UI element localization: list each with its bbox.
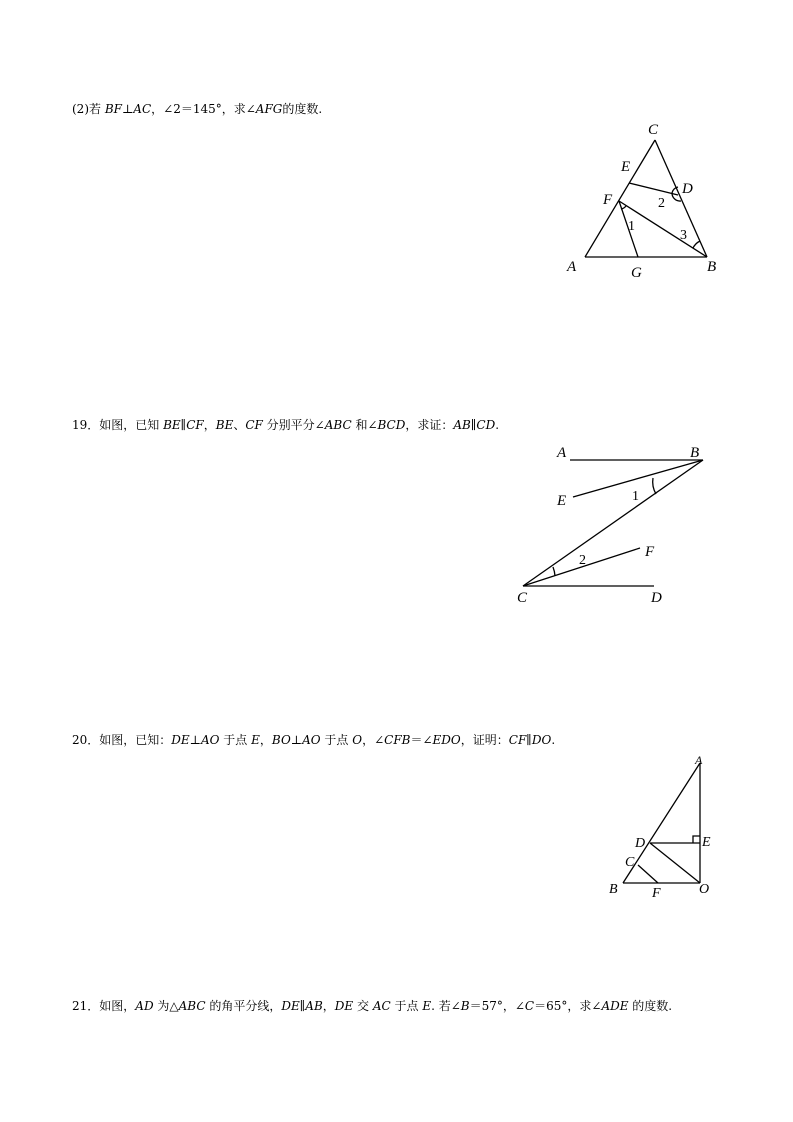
label-e: E xyxy=(702,835,711,850)
segment-ab xyxy=(623,763,700,883)
label-b: B xyxy=(690,445,700,461)
question-18-2 xyxy=(72,100,322,117)
label-c: C xyxy=(625,855,635,870)
label-angle-2: 2 xyxy=(658,196,665,211)
q20-text-0: 20．如图，已知： xyxy=(72,733,172,747)
q21-text-18: ＝65°，求∠ xyxy=(534,999,602,1013)
q21-text-11: AC xyxy=(372,999,391,1013)
question-21 xyxy=(72,997,672,1014)
figure-right-triangle-abo xyxy=(600,745,730,905)
q20-text-5: E xyxy=(251,733,260,747)
q21-text-10: 交 xyxy=(353,999,373,1013)
label-g: G xyxy=(631,265,642,281)
figure-parallel-lines-labels xyxy=(510,438,700,608)
label-c: C xyxy=(517,590,528,606)
q19-text-3: CF xyxy=(186,418,204,432)
q20-text-9: AO xyxy=(302,733,321,747)
q21-text-7: AB xyxy=(305,999,323,1013)
label-b: B xyxy=(609,882,618,897)
q19-text-16: . xyxy=(495,418,500,432)
q21-text-3: ABC xyxy=(178,999,206,1013)
q20-text-1: DE xyxy=(171,733,190,747)
q21-text-6: ∥ xyxy=(299,999,306,1013)
q21-text-9: DE xyxy=(334,999,354,1013)
right-angle-mark-e xyxy=(693,836,700,843)
q18-2-text-0: (2)若 xyxy=(72,102,105,116)
q21-text-17: C xyxy=(524,999,535,1013)
q18-2-text-3: AC xyxy=(133,102,152,116)
q20-text-15: EDO xyxy=(432,733,461,747)
q19-text-12: ，求证： xyxy=(405,418,454,432)
figure-triangle-abc xyxy=(560,115,730,285)
label-f: F xyxy=(603,192,613,208)
segment-ed xyxy=(629,183,678,195)
question-20 xyxy=(72,731,555,748)
q21-text-0: 21．如图， xyxy=(72,999,136,1013)
q20-text-10: 于点 xyxy=(320,733,353,747)
q20-text-2: ⊥ xyxy=(189,733,201,747)
label-d: D xyxy=(682,181,693,197)
q19-text-13: AB xyxy=(453,418,471,432)
q20-text-14: ＝∠ xyxy=(410,733,433,747)
q20-text-4: 于点 xyxy=(219,733,252,747)
q19-text-10: 和∠ xyxy=(351,418,378,432)
q19-text-5: BE xyxy=(215,418,234,432)
q20-text-16: ，证明： xyxy=(460,733,509,747)
segment-cf xyxy=(638,865,658,883)
q20-text-11: O xyxy=(352,733,363,747)
q18-2-text-2: ⊥ xyxy=(121,102,134,116)
label-angle-1: 1 xyxy=(632,489,639,504)
q20-text-6: ， xyxy=(259,733,272,747)
label-f: F xyxy=(645,544,655,560)
q21-text-19: ADE xyxy=(601,999,629,1013)
q19-text-14: ∥ xyxy=(470,418,477,432)
q19-text-2: ∥ xyxy=(180,418,187,432)
q20-text-7: BO xyxy=(271,733,291,747)
label-d: D xyxy=(635,836,646,851)
q18-2-text-5: AFG xyxy=(255,102,283,116)
segment-do xyxy=(650,843,700,883)
q21-text-20: 的度数. xyxy=(628,999,673,1013)
q20-text-18: ∥ xyxy=(526,733,532,747)
q20-text-20: . xyxy=(551,733,556,747)
q21-text-8: ， xyxy=(322,999,335,1013)
label-f: F xyxy=(652,886,661,901)
label-o: O xyxy=(699,882,710,897)
q21-text-2: 为△ xyxy=(153,999,179,1013)
q19-text-8: 分别平分∠ xyxy=(262,418,325,432)
q19-text-0: 19．如图，已知 xyxy=(72,418,164,432)
q18-2-text-4: ，∠2＝145°，求∠ xyxy=(151,102,256,116)
q21-text-5: DE xyxy=(281,999,300,1013)
q20-text-3: AO xyxy=(200,733,220,747)
q19-text-6: 、 xyxy=(233,418,246,432)
label-a: A xyxy=(695,753,703,767)
q21-text-15: B xyxy=(460,999,470,1013)
q21-text-4: 的角平分线， xyxy=(205,999,282,1013)
label-angle-1: 1 xyxy=(628,219,635,234)
label-a: A xyxy=(567,259,577,275)
q19-text-7: CF xyxy=(245,418,263,432)
label-angle-2: 2 xyxy=(579,553,586,568)
label-e: E xyxy=(557,493,567,509)
q18-2-text-1: BF xyxy=(104,102,122,116)
q19-text-15: CD xyxy=(476,418,496,432)
q21-text-16: ＝57°，∠ xyxy=(469,999,525,1013)
q19-text-1: BE xyxy=(163,418,181,432)
q21-text-14: . 若∠ xyxy=(431,999,461,1013)
q21-text-13: E xyxy=(422,999,432,1013)
angle-3-arc xyxy=(693,241,700,248)
segment-ac xyxy=(585,140,655,257)
q20-text-13: CFB xyxy=(384,733,411,747)
q18-2-text-6: 的度数. xyxy=(282,102,323,116)
label-b: B xyxy=(707,259,717,275)
label-d: D xyxy=(651,590,662,606)
q20-text-19: DO xyxy=(531,733,552,747)
question-19 xyxy=(72,416,499,433)
q21-text-12: 于点 xyxy=(390,999,423,1013)
q19-text-4: ， xyxy=(203,418,216,432)
label-c: C xyxy=(648,122,659,138)
q20-text-8: ⊥ xyxy=(290,733,303,747)
label-e: E xyxy=(621,159,631,175)
q19-text-11: BCD xyxy=(377,418,406,432)
label-a: A xyxy=(557,445,567,461)
label-angle-3: 3 xyxy=(680,228,687,243)
q21-text-1: AD xyxy=(135,999,154,1013)
q20-text-17: CF xyxy=(508,733,527,747)
q19-text-9: ABC xyxy=(324,418,352,432)
q20-text-12: ，∠ xyxy=(362,733,385,747)
